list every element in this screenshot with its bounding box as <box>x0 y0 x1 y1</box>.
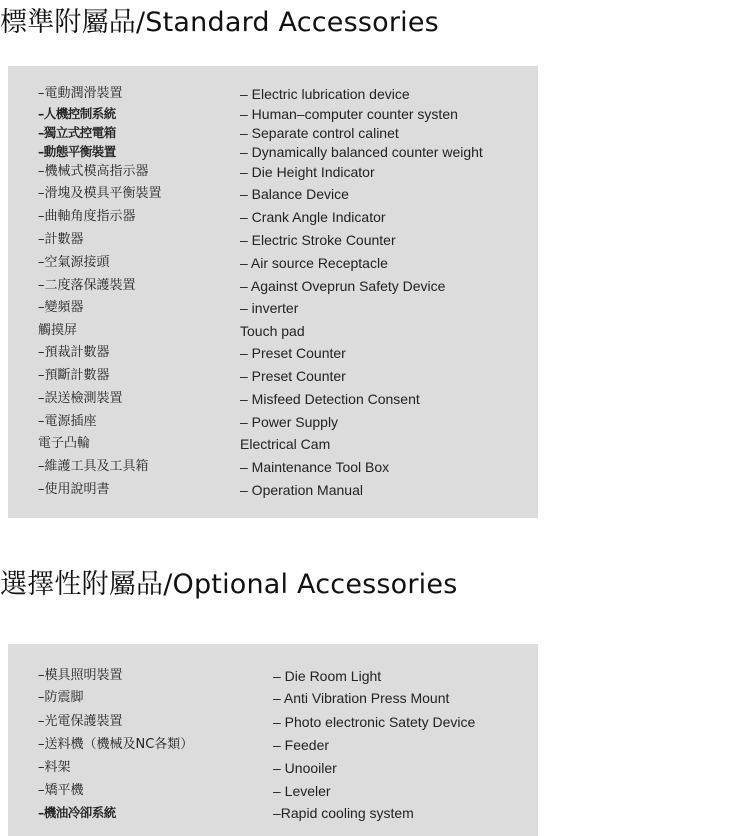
standard-item-cn: –維護工具及工具箱 <box>38 459 149 474</box>
standard-item-en: Electrical Cam <box>240 436 331 452</box>
standard-item-cn: –變頻器 <box>38 300 84 315</box>
standard-item-en: – Electric lubrication device <box>240 86 410 102</box>
standard-item-en: – inverter <box>240 300 299 316</box>
optional-item-cn: –防震脚 <box>38 690 84 705</box>
optional-item-en: – Anti Vibration Press Mount <box>273 690 450 706</box>
optional-item-en: – Leveler <box>273 783 331 799</box>
standard-item-cn: –獨立式控電箱 <box>38 125 116 140</box>
standard-item-en: – Die Height Indicator <box>240 164 375 180</box>
standard-item-cn: –機械式模高指示器 <box>38 164 149 179</box>
standard-item-cn: –空氣源接頭 <box>38 255 110 270</box>
optional-item-cn: –機油冷卻系統 <box>38 805 116 820</box>
standard-item-en: – Air source Receptacle <box>240 255 388 271</box>
optional-item-cn: –矯平機 <box>38 783 84 798</box>
standard-item-en: – Human–computer counter systen <box>240 106 458 122</box>
optional-item-cn: –模具照明裝置 <box>38 668 123 683</box>
standard-accessories-panel <box>8 66 538 518</box>
optional-item-en: – Die Room Light <box>273 668 382 684</box>
standard-item-en: – Preset Counter <box>240 345 346 361</box>
optional-item-en: – Unooiler <box>273 760 337 776</box>
standard-item-en: – Power Supply <box>240 414 339 430</box>
optional-item-en: – Photo electronic Satety Device <box>273 714 476 730</box>
standard-item-cn: –動態平衡裝置 <box>38 144 116 159</box>
standard-item-en: – Dynamically balanced counter weight <box>240 144 483 160</box>
standard-item-cn: 電子凸輪 <box>38 436 91 451</box>
optional-item-cn: –光電保護裝置 <box>38 714 123 729</box>
standard-item-cn: –使用說明書 <box>38 482 110 497</box>
standard-item-en: – Separate control calinet <box>240 125 399 141</box>
standard-item-en: – Electric Stroke Counter <box>240 232 396 248</box>
standard-item-cn: –計數器 <box>38 232 84 247</box>
optional-accessories-heading: 選擇性附屬品/Optional Accessories <box>0 569 458 600</box>
standard-item-cn: –電源插座 <box>38 414 97 429</box>
standard-accessories-heading: 標準附屬品/Standard Accessories <box>0 7 439 38</box>
standard-item-cn: 觸摸屏 <box>38 323 78 338</box>
standard-item-en: – Operation Manual <box>240 482 363 498</box>
standard-item-en: – Against Oveprun Safety Device <box>240 278 446 294</box>
standard-item-en: Touch pad <box>240 323 305 339</box>
optional-item-en: –Rapid cooling system <box>273 805 414 821</box>
standard-item-en: – Misfeed Detection Consent <box>240 391 420 407</box>
standard-item-cn: –預裁計數器 <box>38 345 110 360</box>
optional-accessories-panel <box>8 644 538 836</box>
standard-item-cn: –預斷計數器 <box>38 368 110 383</box>
standard-item-en: – Maintenance Tool Box <box>240 459 390 475</box>
standard-item-en: – Balance Device <box>240 186 349 202</box>
standard-item-cn: –誤送檢測裝置 <box>38 391 123 406</box>
optional-item-en: – Feeder <box>273 737 330 753</box>
standard-item-cn: –人機控制系統 <box>38 106 116 121</box>
standard-item-en: – Preset Counter <box>240 368 346 384</box>
standard-item-en: – Crank Angle Indicator <box>240 209 386 225</box>
optional-item-cn: –料架 <box>38 760 71 775</box>
standard-item-cn: –滑塊及模具平衡裝置 <box>38 186 162 201</box>
optional-item-cn: –送料機（機械及NC各類） <box>38 737 194 752</box>
standard-item-cn: –曲軸角度指示器 <box>38 209 136 224</box>
standard-item-cn: –二度落保護裝置 <box>38 278 136 293</box>
standard-item-cn: –電動潤滑裝置 <box>38 86 123 101</box>
